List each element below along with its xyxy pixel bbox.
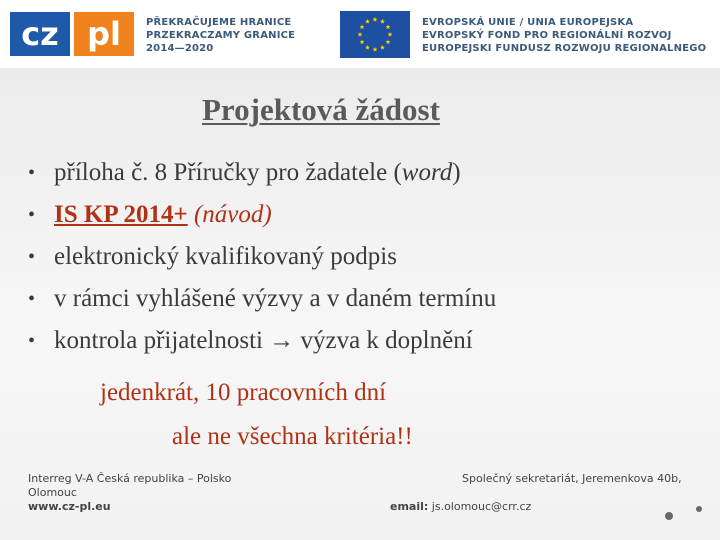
word-link[interactable]: word (401, 159, 453, 186)
bullet-item (28, 152, 708, 194)
eu-fund-text (422, 16, 706, 55)
bullet-dot-icon: • (28, 204, 36, 226)
bullet-dot-icon: • (28, 162, 36, 184)
guide-link[interactable]: (návod) (187, 201, 272, 228)
logo-cz-text: cz (21, 15, 59, 53)
bullet-text (54, 194, 272, 236)
program-years: 2014—2020 (146, 43, 214, 54)
eu-line-2: EVROPSKÝ FOND PRO REGIONÁLNÍ ROZVOJ (422, 30, 672, 41)
slide-title: Projektová žádost (202, 92, 440, 127)
bullet-text: elektronický kvalifikovaný podpis (54, 243, 397, 270)
header-banner (0, 0, 720, 69)
footer-address: Společný sekretariát, Jeremenkova 40b, (462, 472, 682, 485)
footer-program: Interreg V-A Česká republika – Polsko (28, 472, 232, 485)
bullet-dot-icon: • (28, 288, 36, 310)
bullet-text-end: ) (452, 159, 461, 186)
bullet-text (54, 152, 461, 194)
decorative-dot (665, 512, 673, 520)
program-line-cz: PŘEKRAČUJEME HRANICE (146, 17, 292, 28)
is-kp-link[interactable]: IS KP 2014+ (54, 201, 188, 228)
program-line-pl: PRZEKRACZAMY GRANICE (146, 30, 296, 41)
bullet-dot-icon: • (28, 246, 36, 268)
decorative-dot (696, 506, 702, 512)
subline-deadline: jedenkrát, 10 pracovních dní (100, 379, 387, 406)
footer-left (28, 472, 231, 514)
bullet-text: v rámci vyhlášené výzvy a v daném termínu (54, 285, 497, 312)
eu-line-3: EUROPEJSKI FUNDUSZ ROZWOJU REGIONALNEGO (422, 43, 707, 54)
footer-email (390, 500, 531, 514)
eu-flag-icon (340, 11, 410, 58)
logo-pl-text: pl (87, 15, 121, 53)
bullet-item (28, 278, 708, 320)
footer-city: Olomouc (28, 486, 77, 499)
subline-criteria: ale ne všechna kritéria!! (172, 423, 413, 450)
email-label: email: (390, 500, 429, 513)
bullet-item (28, 236, 708, 278)
bullet-text-main: příloha č. 8 Příručky pro žadatele ( (54, 159, 402, 186)
bullet-list (28, 152, 708, 362)
email-link[interactable]: js.olomouc@crr.cz (428, 500, 532, 513)
bullet-item (28, 320, 708, 362)
bullet-text: kontrola přijatelnosti → výzva k doplnění (54, 327, 473, 354)
bullet-item (28, 194, 708, 236)
cz-pl-logo (10, 12, 134, 56)
program-name (146, 16, 295, 55)
bullet-dot-icon: • (28, 330, 36, 352)
footer-website-link[interactable]: www.cz-pl.eu (28, 500, 111, 513)
eu-line-1: EVROPSKÁ UNIE / UNIA EUROPEJSKA (422, 17, 634, 28)
